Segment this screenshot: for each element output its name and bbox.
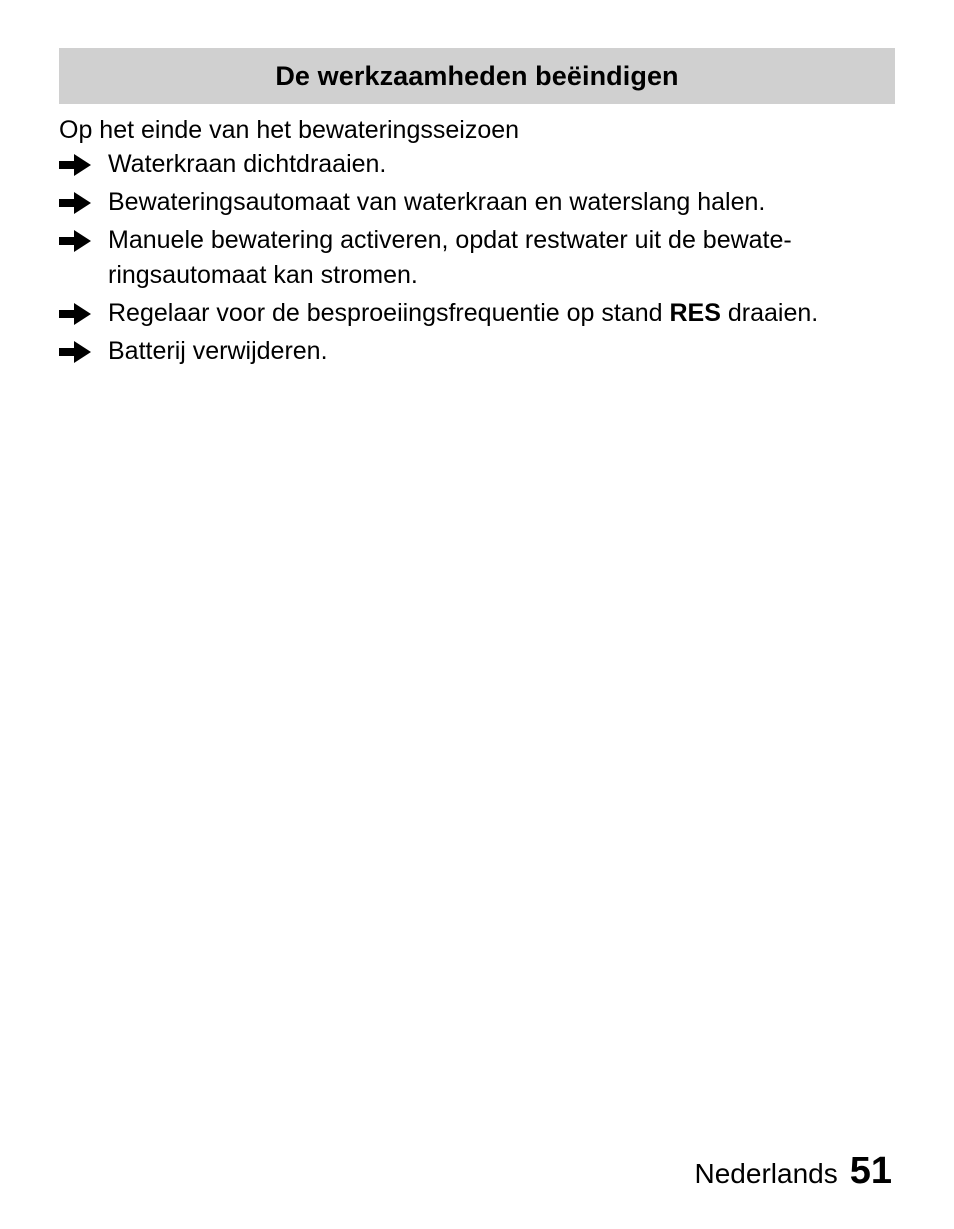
step-text: Bewateringsautomaat van waterkraan en waterslang halen. xyxy=(108,188,766,216)
setting-res: RES xyxy=(669,298,721,327)
step-list xyxy=(59,147,895,372)
step-text-line-2: ringsautomaat kan stromen. xyxy=(108,260,418,289)
step-text: Waterkraan dichtdraaien. xyxy=(108,150,387,178)
section-title: De werkzaamheden beëindigen xyxy=(275,60,679,91)
step-text xyxy=(108,299,818,327)
list-item xyxy=(59,185,895,220)
arrow-right-icon xyxy=(59,154,91,176)
step-text-line-1: Manuele bewatering activeren, opdat restwater uit de bewate- xyxy=(108,226,792,254)
page-footer xyxy=(695,1150,892,1193)
list-item xyxy=(59,334,895,369)
arrow-right-icon xyxy=(59,230,91,252)
arrow-right-icon xyxy=(59,303,91,325)
section-header xyxy=(59,48,895,104)
step-text: Batterij verwijderen. xyxy=(108,336,328,365)
footer-language: Nederlands xyxy=(694,1158,838,1189)
intro-text: Op het einde van het bewateringsseizoen xyxy=(59,116,520,144)
step-text-post: draaien. xyxy=(720,298,819,327)
list-item xyxy=(59,296,895,331)
list-item xyxy=(59,223,895,292)
arrow-right-icon xyxy=(59,341,91,363)
list-item xyxy=(59,147,895,182)
page-number: 51 xyxy=(849,1150,892,1192)
step-text-pre: Regelaar voor de besproeiingsfrequentie op stand xyxy=(108,298,670,327)
arrow-right-icon xyxy=(59,192,91,214)
